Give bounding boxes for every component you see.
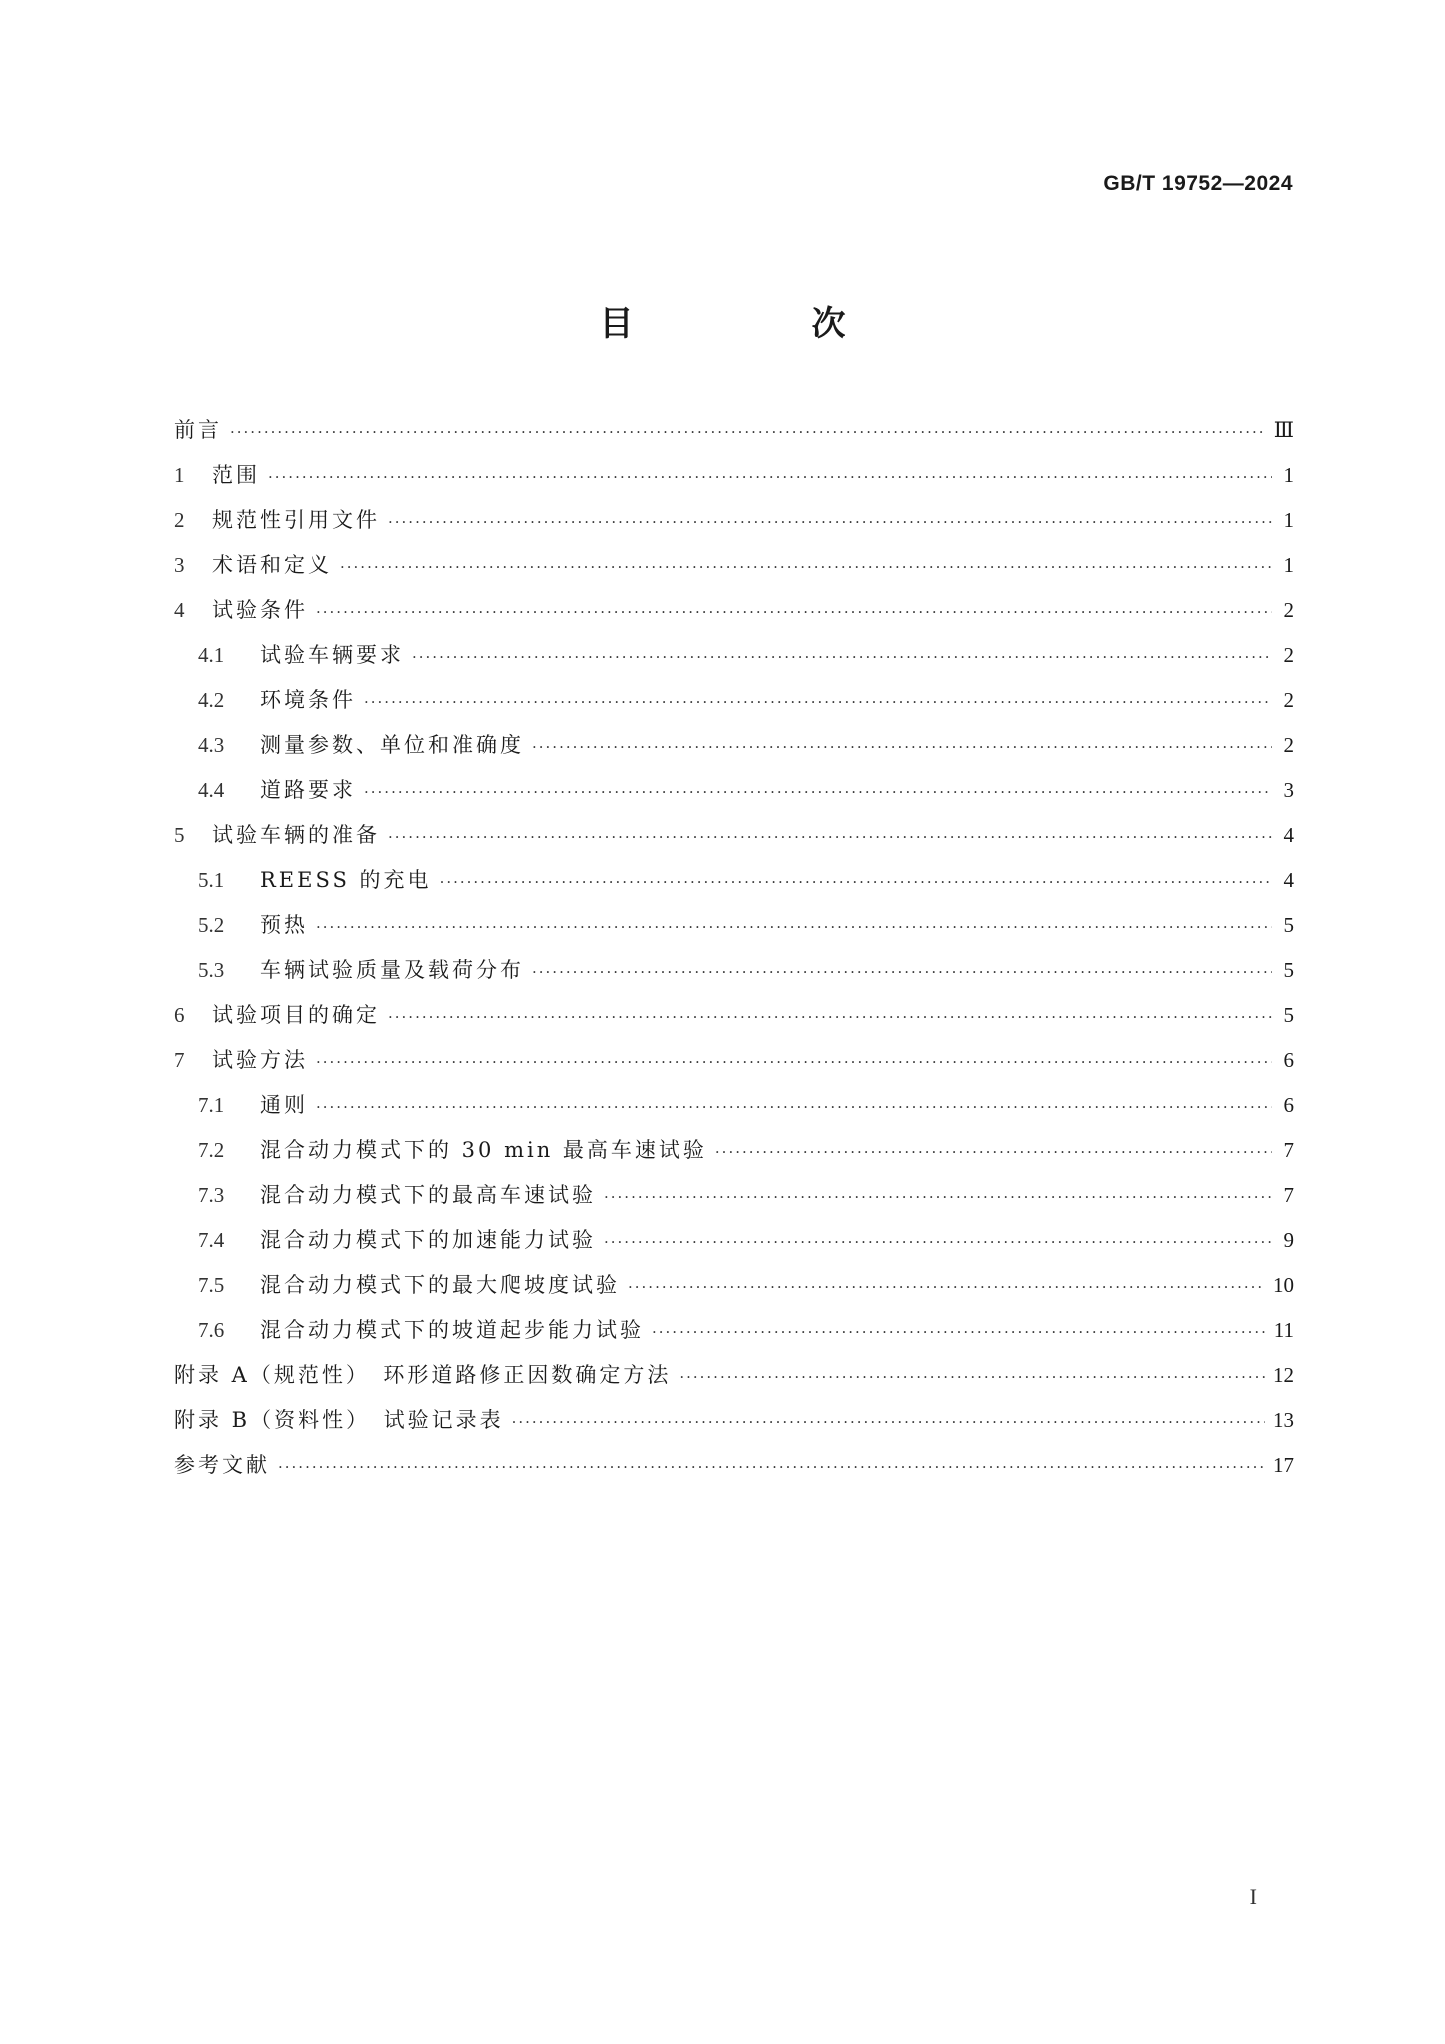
toc-entry-label: 道路要求 (260, 778, 356, 802)
toc-entry-page: 1 (1283, 508, 1294, 532)
toc-leader-dots (316, 603, 1272, 621)
toc-leader-dots (652, 1323, 1266, 1341)
toc-entry-number: 6 (174, 1003, 185, 1027)
toc-entry-label: 混合动力模式下的加速能力试验 (260, 1228, 596, 1252)
toc-entry-vehicle-requirements[interactable] (174, 639, 1294, 684)
toc-entry-page: 17 (1273, 1453, 1294, 1477)
toc-entry-environment-conditions[interactable] (174, 684, 1294, 729)
toc-entry-label: 预热 (260, 913, 308, 937)
toc-leader-dots (230, 423, 1266, 441)
page-title: 目 次 (599, 304, 918, 344)
toc-leader-dots (388, 513, 1272, 531)
toc-entry-number: 7.3 (198, 1183, 225, 1207)
toc-entry-page: 3 (1283, 778, 1294, 802)
toc-entry-label: 测量参数、单位和准确度 (260, 733, 524, 757)
toc-entry-number: 7.2 (198, 1138, 225, 1162)
toc-entry-number: 1 (174, 463, 185, 487)
toc-leader-dots (388, 828, 1272, 846)
toc-entry-page: 7 (1283, 1183, 1294, 1207)
toc-entry-label: 附录 B（资料性） 试验记录表 (174, 1408, 504, 1432)
toc-entry-number: 4.1 (198, 643, 225, 667)
toc-entry-label: 混合动力模式下的坡道起步能力试验 (260, 1318, 644, 1342)
toc-leader-dots (679, 1368, 1265, 1386)
toc-entry-number: 2 (174, 508, 185, 532)
toc-entry-label: 规范性引用文件 (212, 508, 380, 532)
toc-entry-label: 前言 (174, 418, 222, 442)
toc-entry-number: 7.4 (198, 1228, 225, 1252)
toc-entry-label: 混合动力模式下的 30 min 最高车速试验 (260, 1138, 707, 1162)
toc-entry-page: 2 (1283, 733, 1294, 757)
toc-leader-dots (604, 1188, 1272, 1206)
toc-entry-page: 5 (1283, 958, 1294, 982)
toc-entry-page: 1 (1283, 553, 1294, 577)
standard-number: GB/T 19752—2024 (1103, 172, 1293, 195)
toc-entry-number: 4.4 (198, 778, 225, 802)
toc-entry-page: 5 (1283, 913, 1294, 937)
toc-entry-label: 通则 (260, 1093, 308, 1117)
toc-entry-test-mass-load[interactable] (174, 954, 1294, 999)
toc-entry-number: 4.2 (198, 688, 225, 712)
toc-entry-test-methods[interactable] (174, 1044, 1294, 1089)
toc-entry-vehicle-preparation[interactable] (174, 819, 1294, 864)
toc-entry-label: 环境条件 (260, 688, 356, 712)
toc-entry-page: Ⅲ (1273, 418, 1294, 442)
toc-leader-dots (316, 918, 1272, 936)
toc-entry-page: 12 (1273, 1363, 1294, 1387)
toc-entry-label: 试验条件 (212, 598, 308, 622)
toc-entry-page: 2 (1283, 643, 1294, 667)
toc-entry-page: 4 (1283, 868, 1294, 892)
toc-entry-number: 4.3 (198, 733, 225, 757)
toc-entry-page: 4 (1283, 823, 1294, 847)
toc-leader-dots (364, 783, 1272, 801)
toc-leader-dots (316, 1053, 1272, 1071)
toc-entry-max-speed[interactable] (174, 1179, 1294, 1224)
toc-entry-number: 5.1 (198, 868, 225, 892)
toc-entry-number: 5.3 (198, 958, 225, 982)
toc-entry-number: 3 (174, 553, 185, 577)
toc-entry-preheating[interactable] (174, 909, 1294, 954)
toc-entry-page: 9 (1283, 1228, 1294, 1252)
toc-leader-dots (364, 693, 1272, 711)
toc-entry-terms-definitions[interactable] (174, 549, 1294, 594)
toc-entry-road-requirements[interactable] (174, 774, 1294, 819)
toc-entry-foreword[interactable] (174, 414, 1294, 459)
toc-entry-reess-charging[interactable] (174, 864, 1294, 909)
toc-entry-label: 混合动力模式下的最高车速试验 (260, 1183, 596, 1207)
toc-entry-number: 4 (174, 598, 185, 622)
toc-entry-label: 参考文献 (174, 1453, 270, 1477)
toc-entry-label: 车辆试验质量及载荷分布 (260, 958, 524, 982)
toc-entry-hill-start[interactable] (174, 1314, 1294, 1359)
toc-entry-label: 范围 (212, 463, 260, 487)
toc-entry-page: 7 (1283, 1138, 1294, 1162)
toc-entry-scope[interactable] (174, 459, 1294, 504)
toc-entry-label: 附录 A（规范性） 环形道路修正因数确定方法 (174, 1363, 672, 1387)
toc-entry-label: 混合动力模式下的最大爬坡度试验 (260, 1273, 620, 1297)
toc-entry-30min-max-speed[interactable] (174, 1134, 1294, 1179)
table-of-contents (174, 414, 1294, 1494)
toc-entry-page: 5 (1283, 1003, 1294, 1027)
toc-entry-label: 试验车辆的准备 (212, 823, 380, 847)
toc-entry-page: 11 (1273, 1318, 1294, 1342)
toc-entry-general[interactable] (174, 1089, 1294, 1134)
toc-entry-label: 术语和定义 (212, 553, 332, 577)
toc-entry-number: 5.2 (198, 913, 225, 937)
toc-entry-page: 6 (1283, 1048, 1294, 1072)
toc-leader-dots (412, 648, 1272, 666)
toc-entry-measurement-parameters[interactable] (174, 729, 1294, 774)
toc-entry-label: 试验车辆要求 (260, 643, 404, 667)
toc-leader-dots (628, 1278, 1265, 1296)
toc-leader-dots (532, 738, 1272, 756)
page-number: I (1249, 1884, 1257, 1909)
toc-entry-page: 2 (1283, 598, 1294, 622)
toc-entry-acceleration[interactable] (174, 1224, 1294, 1269)
toc-leader-dots (532, 963, 1272, 981)
toc-leader-dots (715, 1143, 1272, 1161)
toc-leader-dots (512, 1413, 1265, 1431)
toc-leader-dots (388, 1008, 1272, 1026)
toc-entry-annex-a[interactable] (174, 1359, 1294, 1404)
toc-leader-dots (340, 558, 1272, 576)
toc-entry-bibliography[interactable] (174, 1449, 1294, 1494)
toc-leader-dots (278, 1458, 1265, 1476)
toc-leader-dots (604, 1233, 1272, 1251)
toc-entry-page: 13 (1273, 1408, 1294, 1432)
toc-entry-max-gradeability[interactable] (174, 1269, 1294, 1314)
toc-entry-annex-b[interactable] (174, 1404, 1294, 1449)
toc-entry-page: 1 (1283, 463, 1294, 487)
toc-entry-number: 7.6 (198, 1318, 225, 1342)
toc-entry-number: 7.1 (198, 1093, 225, 1117)
toc-leader-dots (268, 468, 1272, 486)
toc-entry-label: REESS 的充电 (260, 868, 432, 892)
toc-entry-number: 7 (174, 1048, 185, 1072)
toc-entry-number: 5 (174, 823, 185, 847)
toc-entry-label: 试验方法 (212, 1048, 308, 1072)
toc-leader-dots (316, 1098, 1272, 1116)
toc-entry-number: 7.5 (198, 1273, 225, 1297)
toc-entry-test-conditions[interactable] (174, 594, 1294, 639)
toc-entry-page: 2 (1283, 688, 1294, 712)
toc-entry-test-items[interactable] (174, 999, 1294, 1044)
toc-entry-label: 试验项目的确定 (212, 1003, 380, 1027)
toc-entry-page: 10 (1273, 1273, 1294, 1297)
toc-entry-normative-references[interactable] (174, 504, 1294, 549)
toc-entry-page: 6 (1283, 1093, 1294, 1117)
toc-leader-dots (440, 873, 1272, 891)
